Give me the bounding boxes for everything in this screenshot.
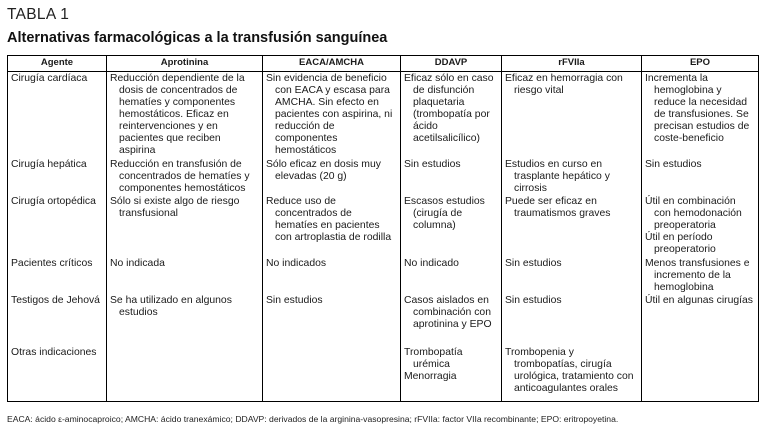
- cell-rfviia: [502, 195, 642, 256]
- cell-aprotinina: [107, 72, 263, 159]
- cell-paragraph: Incrementa la hemoglobina y reduce la necesidad de transfusiones. Se precisan estudios de coste-beneficio: [645, 73, 750, 144]
- cell-ddavp: [401, 346, 502, 401]
- cell-epo: [642, 294, 759, 346]
- cell-paragraph: Estudios en curso en trasplante hepático y cirrosis: [505, 159, 610, 195]
- cell-paragraph: Trombopatía urémica: [404, 347, 463, 371]
- cell-eaca: [263, 257, 401, 294]
- cell-paragraph: Puede ser eficaz en traumatismos graves: [505, 196, 611, 220]
- cell-paragraph: Sin estudios: [505, 257, 562, 269]
- cell-eaca: [263, 346, 401, 401]
- cell-aprotinina: [107, 195, 263, 256]
- cell-epo: [642, 257, 759, 294]
- cell-paragraph: Casos aislados en combinación con aprotinina y EPO: [404, 294, 492, 330]
- cell-paragraph: Reduce uso de concentrados de hematíes en pacientes con artroplastia de rodilla: [266, 196, 392, 244]
- table-row: [8, 195, 759, 256]
- transfusion-alternatives-table: [7, 55, 759, 402]
- cell-paragraph: No indicado: [404, 257, 459, 269]
- cell-paragraph: Sin estudios: [645, 159, 702, 171]
- table-label: TABLA 1: [7, 6, 70, 23]
- table-footnote: EACA: ácido ε-aminocaproico; AMCHA: ácido tranexámico; DDAVP: derivados de la arginina-vasopresina; rFVIIa: factor VIIa recombinante; EPO: eritropoyetina.: [7, 414, 619, 424]
- cell-ddavp: [401, 195, 502, 256]
- cell-aprotinina: [107, 257, 263, 294]
- cell-paragraph: Menorragia: [404, 371, 457, 383]
- header-cell-aprotinina: Aprotinina: [107, 56, 263, 72]
- header-cell-eaca-amcha: EACA/AMCHA: [263, 56, 401, 72]
- cell-paragraph: Sin evidencia de beneficio con EACA y escasa para AMCHA. Sin efecto en pacientes con aspirina, ni reducción de componentes hemostáticos: [266, 73, 393, 156]
- agent-cell: Pacientes críticos: [8, 257, 107, 294]
- cell-paragraph: Menos transfusiones e incremento de la hemoglobina: [645, 257, 750, 293]
- cell-paragraph: Se ha utilizado en algunos estudios: [110, 294, 232, 318]
- cell-paragraph: Escasos estudios (cirugía de columna): [404, 196, 485, 232]
- header-cell-rfviia: rFVIIa: [502, 56, 642, 72]
- table-title: Alternativas farmacológicas a la transfusión sanguínea: [7, 30, 388, 46]
- cell-epo: [642, 158, 759, 195]
- cell-paragraph: Trombopenia y trombopatías, cirugía urológica, tratamiento con anticoagulantes orales: [505, 347, 634, 395]
- cell-paragraph: Sin estudios: [404, 159, 461, 171]
- cell-aprotinina: [107, 346, 263, 401]
- cell-ddavp: [401, 257, 502, 294]
- header-cell-epo: EPO: [642, 56, 759, 72]
- cell-epo: [642, 346, 759, 401]
- header-row: [8, 56, 759, 72]
- header-cell-agente: Agente: [8, 56, 107, 72]
- header-cell-ddavp: DDAVP: [401, 56, 502, 72]
- cell-paragraph: Sólo si existe algo de riesgo transfusional: [110, 196, 240, 220]
- agent-cell: Cirugía hepática: [8, 158, 107, 195]
- cell-paragraph: Sin estudios: [266, 294, 323, 306]
- cell-aprotinina: [107, 294, 263, 346]
- cell-epo: [642, 72, 759, 159]
- table-row: [8, 72, 759, 159]
- table-row: [8, 346, 759, 401]
- cell-rfviia: [502, 257, 642, 294]
- cell-paragraph: Útil en algunas cirugías: [645, 294, 754, 306]
- cell-paragraph: Útil en combinación con hemodonación preoperatoria: [645, 196, 742, 232]
- cell-aprotinina: [107, 158, 263, 195]
- cell-ddavp: [401, 72, 502, 159]
- cell-paragraph: Sólo eficaz en dosis muy elevadas (20 g): [266, 159, 381, 183]
- cell-paragraph: Reducción dependiente de la dosis de concentrados de hematíes y componentes hemostáticos. Eficaz en reintervenciones y en pacientes que reciben aspirina: [110, 73, 245, 156]
- cell-ddavp: [401, 158, 502, 195]
- cell-epo: [642, 195, 759, 256]
- cell-rfviia: [502, 294, 642, 346]
- cell-paragraph: Reducción en transfusión de concentrados de hematíes y componentes hemostáticos: [110, 159, 250, 195]
- cell-rfviia: [502, 346, 642, 401]
- agent-cell: Cirugía cardíaca: [8, 72, 107, 159]
- cell-rfviia: [502, 72, 642, 159]
- table-row: [8, 257, 759, 294]
- agent-cell: Otras indicaciones: [8, 346, 107, 401]
- cell-eaca: [263, 158, 401, 195]
- agent-cell: Testigos de Jehová: [8, 294, 107, 346]
- cell-paragraph: No indicada: [110, 257, 165, 269]
- cell-paragraph: Útil en período preoperatorio: [645, 232, 716, 256]
- cell-paragraph: Eficaz en hemorragia con riesgo vital: [505, 73, 623, 96]
- cell-paragraph: Sin estudios: [505, 294, 562, 306]
- cell-eaca: [263, 72, 401, 159]
- cell-eaca: [263, 195, 401, 256]
- cell-eaca: [263, 294, 401, 346]
- cell-paragraph: Eficaz sólo en caso de disfunción plaquetaria (trombopatía por ácido acetilsalicílico): [404, 73, 494, 144]
- cell-ddavp: [401, 294, 502, 346]
- cell-rfviia: [502, 158, 642, 195]
- table-row: [8, 294, 759, 346]
- agent-cell: Cirugía ortopédica: [8, 195, 107, 256]
- cell-paragraph: No indicados: [266, 257, 327, 269]
- table-row: [8, 158, 759, 195]
